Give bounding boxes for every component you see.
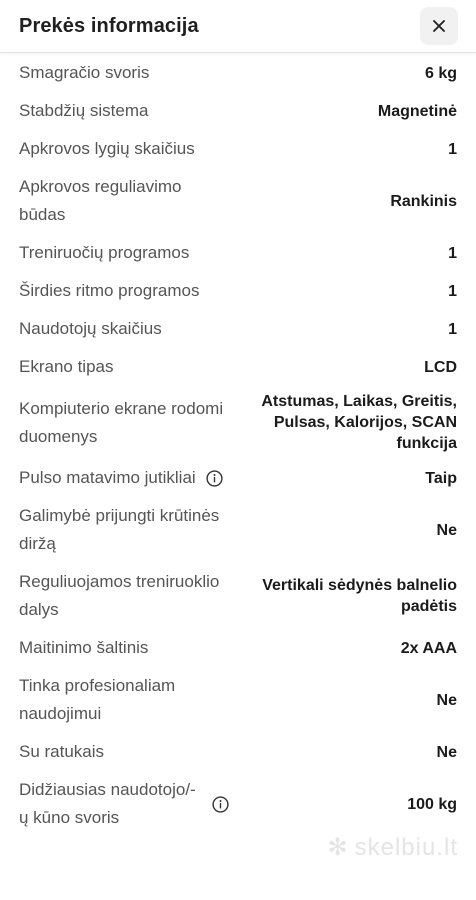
spec-value: Atstumas, Laikas, Greitis, Pulsas, Kalorijos, SCAN funkcija — [261, 393, 457, 452]
spec-value: Ne — [436, 691, 457, 709]
spec-label: Ekrano tipas — [19, 357, 114, 376]
spec-label: Stabdžių sistema — [19, 101, 149, 120]
spec-row — [19, 310, 457, 348]
spec-label: Didžiausias naudotojo/-ų kūno svoris — [19, 776, 229, 832]
spec-row — [19, 92, 457, 130]
spec-row — [19, 497, 457, 563]
spec-label: Kompiuterio ekrane rodomi duomenys — [19, 398, 224, 446]
spec-label: Galimybė prijungti krūtinės diržą — [19, 506, 220, 553]
watermark-text: skelbiu.lt — [354, 833, 458, 861]
watermark-logo-icon: ✻ — [327, 834, 349, 861]
spec-row — [19, 348, 457, 386]
spec-value: 1 — [448, 244, 457, 262]
page-title: Prekės informacija — [19, 14, 199, 37]
spec-label: Apkrovos reguliavimo būdas — [19, 177, 182, 224]
spec-row — [19, 168, 457, 234]
spec-value: Magnetinė — [377, 102, 457, 120]
spec-row — [19, 733, 457, 771]
info-icon[interactable] — [206, 470, 223, 487]
spec-row — [19, 667, 457, 733]
spec-value: 100 kg — [407, 795, 457, 813]
spec-row — [19, 130, 457, 168]
spec-label: Naudotojų skaičius — [19, 319, 162, 338]
spec-value: Vertikali sėdynės balnelio padėtis — [262, 577, 457, 615]
spec-value: 6 kg — [424, 64, 457, 82]
close-icon — [431, 18, 447, 34]
spec-row — [19, 386, 457, 459]
spec-value: 1 — [448, 282, 457, 300]
spec-row — [19, 234, 457, 272]
info-icon[interactable] — [212, 796, 229, 813]
spec-label: Treniruočių programos — [19, 243, 190, 262]
spec-value: Ne — [436, 743, 457, 761]
spec-value: 1 — [448, 320, 457, 338]
close-button[interactable] — [420, 7, 458, 45]
spec-value: 2x AAA — [400, 639, 457, 657]
spec-label: Tinka profesionaliam naudojimui — [19, 676, 176, 723]
spec-label: Su ratukais — [19, 742, 105, 761]
spec-value: LCD — [424, 358, 457, 376]
spec-label: Smagračio svoris — [19, 63, 150, 82]
spec-value: Rankinis — [390, 192, 457, 210]
spec-label: Širdies ritmo programos — [19, 281, 200, 300]
spec-row — [19, 53, 457, 92]
spec-row — [19, 563, 457, 629]
watermark — [328, 833, 458, 862]
spec-label: Pulso matavimo jutikliai — [19, 464, 229, 492]
spec-label: Apkrovos lygių skaičius — [19, 139, 195, 158]
spec-row — [19, 771, 457, 837]
spec-value: 1 — [448, 140, 457, 158]
spec-value: Ne — [436, 521, 457, 539]
spec-value: Taip — [425, 469, 457, 487]
spec-row — [19, 272, 457, 310]
modal-header — [0, 0, 476, 53]
spec-row — [19, 459, 457, 497]
spec-list — [0, 53, 476, 837]
spec-row — [19, 629, 457, 667]
spec-label: Maitinimo šaltinis — [19, 638, 149, 657]
spec-label: Reguliuojamos treniruoklio dalys — [19, 572, 220, 619]
